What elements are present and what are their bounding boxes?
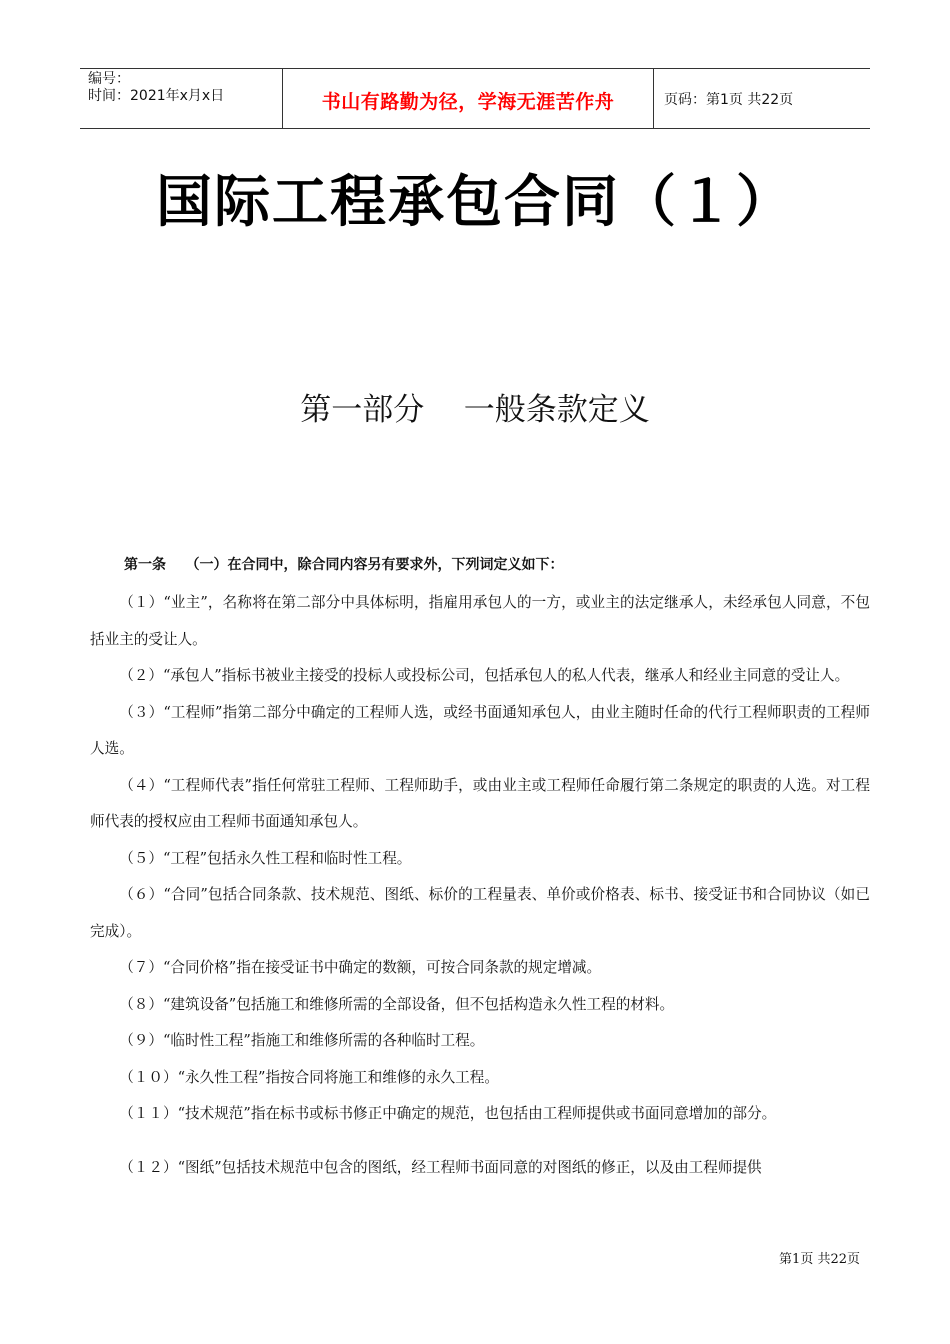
article-heading: 第一条 （一）在合同中，除合同内容另有要求外，下列词定义如下： <box>124 557 564 573</box>
header-page-number: 页码：第1页 共22页 <box>664 92 794 108</box>
header-meta <box>80 69 282 128</box>
paragraph: （４）“工程师代表”指任何常驻工程师、工程师助手，或由业主或工程师任命履行第二条规定的职责的人选。对工程师代表的授权应由工程师书面通知承包人。 <box>90 776 870 830</box>
paragraph: （３）“工程师”指第二部分中确定的工程师人选，或经书面通知承包人，由业主随时任命的代行工程师职责的工程师人选。 <box>90 703 870 757</box>
time-label: 时间：2021年x月x日 <box>88 88 225 104</box>
footer-page-number: 第1页 共22页 <box>779 1252 860 1267</box>
document-body <box>90 585 870 1186</box>
paragraph: （２）“承包人”指标书被业主接受的投标人或投标公司，包括承包人的私人代表，继承人和经业主同意的受让人。 <box>119 667 850 684</box>
paragraph: （６）“合同”包括合同条款、技术规范、图纸、标价的工程量表、单价或价格表、标书、接受证书和合同协议（如已完成）。 <box>90 886 870 940</box>
paragraph: （１）“业主”，名称将在第二部分中具体标明，指雇用承包人的一方，或业主的法定继承人，未经承包人同意，不包括业主的受让人。 <box>90 594 870 648</box>
paragraph: （１０）“永久性工程”指按合同将施工和维修的永久工程。 <box>119 1068 499 1086</box>
paragraph: （１１）“技术规范”指在标书或标书修正中确定的规范，也包括由工程师提供或书面同意增加的部分。 <box>119 1105 777 1122</box>
number-label: 编号： <box>88 71 130 87</box>
document-title: 国际工程承包合同（１） <box>156 170 794 235</box>
page-header <box>80 68 870 129</box>
section-title: 第一部分 一般条款定义 <box>300 392 650 428</box>
paragraph: （７）“合同价格”指在接受证书中确定的数额，可按合同条款的规定增减。 <box>119 959 602 976</box>
header-motto: 书山有路勤为径，学海无涯苦作舟 <box>282 69 654 128</box>
paragraph: （５）“工程”包括永久性工程和临时性工程。 <box>119 849 412 867</box>
paragraph: （９）“临时性工程”指施工和维修所需的各种临时工程。 <box>119 1032 485 1049</box>
paragraph: （８）“建筑设备”包括施工和维修所需的全部设备，但不包括构造永久性工程的材料。 <box>119 995 675 1013</box>
paragraph: （１２）“图纸”包括技术规范中包含的图纸，经工程师书面同意的对图纸的修正，以及由工程师提供 <box>119 1158 762 1176</box>
